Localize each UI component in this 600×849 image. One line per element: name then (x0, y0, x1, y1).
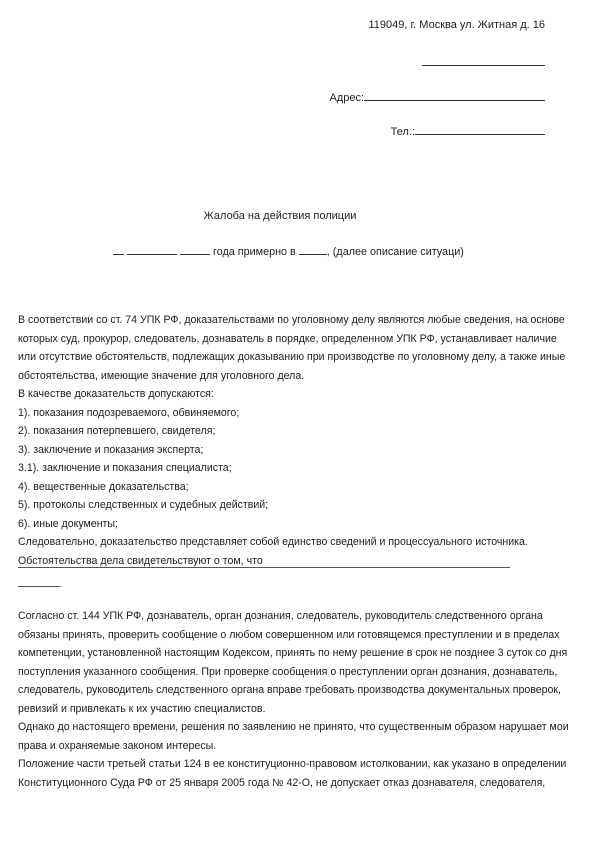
applicant-address-row (329, 90, 545, 104)
description-underline (18, 556, 510, 568)
applicant-name-blank (422, 55, 545, 69)
list-item: 3.1). заключение и показания специалиста; (18, 462, 232, 474)
blank-end-dot: . (60, 580, 63, 589)
paragraph-line: обстоятельства, имеющие значение для уголовного дела. (18, 369, 305, 382)
section-article-144 (18, 607, 569, 792)
address-label: Адрес: (329, 92, 364, 104)
date-tail-text: , (далее описание ситуаци) (326, 246, 464, 258)
list-item: 4). вещественные доказательства; (18, 480, 189, 493)
paragraph-line: Согласно ст. 144 УПК РФ, дознаватель, орган дознания, следователь, руководитель следственного органа (18, 610, 543, 622)
phone-label: Тел.: (390, 126, 415, 138)
recipient-address (369, 19, 546, 31)
list-item: 6). иные документы; (18, 517, 118, 530)
phone-underline (415, 124, 545, 135)
paragraph-line: Конституционного Суда РФ от 25 января 2005 года № 42-О, не допускает отказ дознавателя, следователя, (18, 776, 546, 789)
paragraph-line: права и охраняемые законом интересы. (18, 739, 217, 752)
day-blank (113, 244, 124, 255)
paragraph-line: обязаны принять, проверить сообщение о любом совершенном или готовящемся преступлении и в пределах (18, 628, 560, 641)
conclusion-line: Следовательно, доказательство представляет собой единство сведений и процессуального источника. (18, 536, 528, 548)
year-blank (180, 244, 210, 255)
paragraph-line: Однако до настоящего времени, решения по заявлению не принято, что существенным образом нарушает мои (18, 721, 569, 733)
paragraph-line: которых суд, прокурор, следователь, дознаватель в порядке, определенном УПК РФ, устанавливает наличие (18, 332, 557, 345)
paragraph-line: ревизий и привлекать к их участию специалистов. (18, 702, 266, 715)
list-intro: В качестве доказательств допускаются: (18, 388, 214, 400)
circumstances-line: Обстоятельства дела свидетельствуют о том, что (18, 554, 263, 567)
list-item: 3). заключение и показания эксперта; (18, 443, 204, 456)
paragraph-line: компетенции, установленной настоящим Кодексом, принять по нему решение в срок не позднее 3 суток со дня (18, 647, 568, 659)
list-item: 2). показания потерпевшего, свидетеля; (18, 425, 216, 437)
description-underline-short (18, 575, 63, 589)
name-underline (422, 55, 545, 66)
paragraph-line: Положение части третьей статьи 124 в ее конституционно-правовом истолковании, как указано в определении (18, 758, 567, 770)
section-evidence (18, 311, 565, 570)
date-suffix-text: года примерно в (213, 246, 296, 258)
recipient-address-text: 119049, г. Москва ул. Житная д. 16 (368, 19, 545, 31)
paragraph-line: или отсутствие обстоятельств, подлежащих доказыванию при производстве по уголовному делу, а также иные (18, 351, 566, 363)
applicant-phone-row (391, 124, 545, 138)
list-item: 1). показания подозреваемого, обвиняемого; (18, 406, 240, 419)
time-blank (299, 244, 327, 255)
paragraph-line: В соответствии со ст. 74 УПК РФ, доказательствами по уголовному делу являются любые сведения, на основе (18, 314, 565, 326)
paragraph-line: поступления указанного сообщения. При проверке сообщения о преступлении орган дознания, дознаватель, (18, 665, 558, 678)
description-blank-area (18, 556, 510, 590)
list-item: 5). протоколы следственных и судебных действий; (18, 499, 269, 511)
month-blank (127, 244, 177, 255)
date-line (113, 244, 464, 258)
address-underline (364, 90, 545, 101)
paragraph-line: следователь, руководитель следственного органа вправе требовать производства документальных проверок, (18, 684, 561, 696)
document-title (0, 210, 560, 222)
document-title-text: Жалоба на действия полиции (203, 210, 357, 222)
